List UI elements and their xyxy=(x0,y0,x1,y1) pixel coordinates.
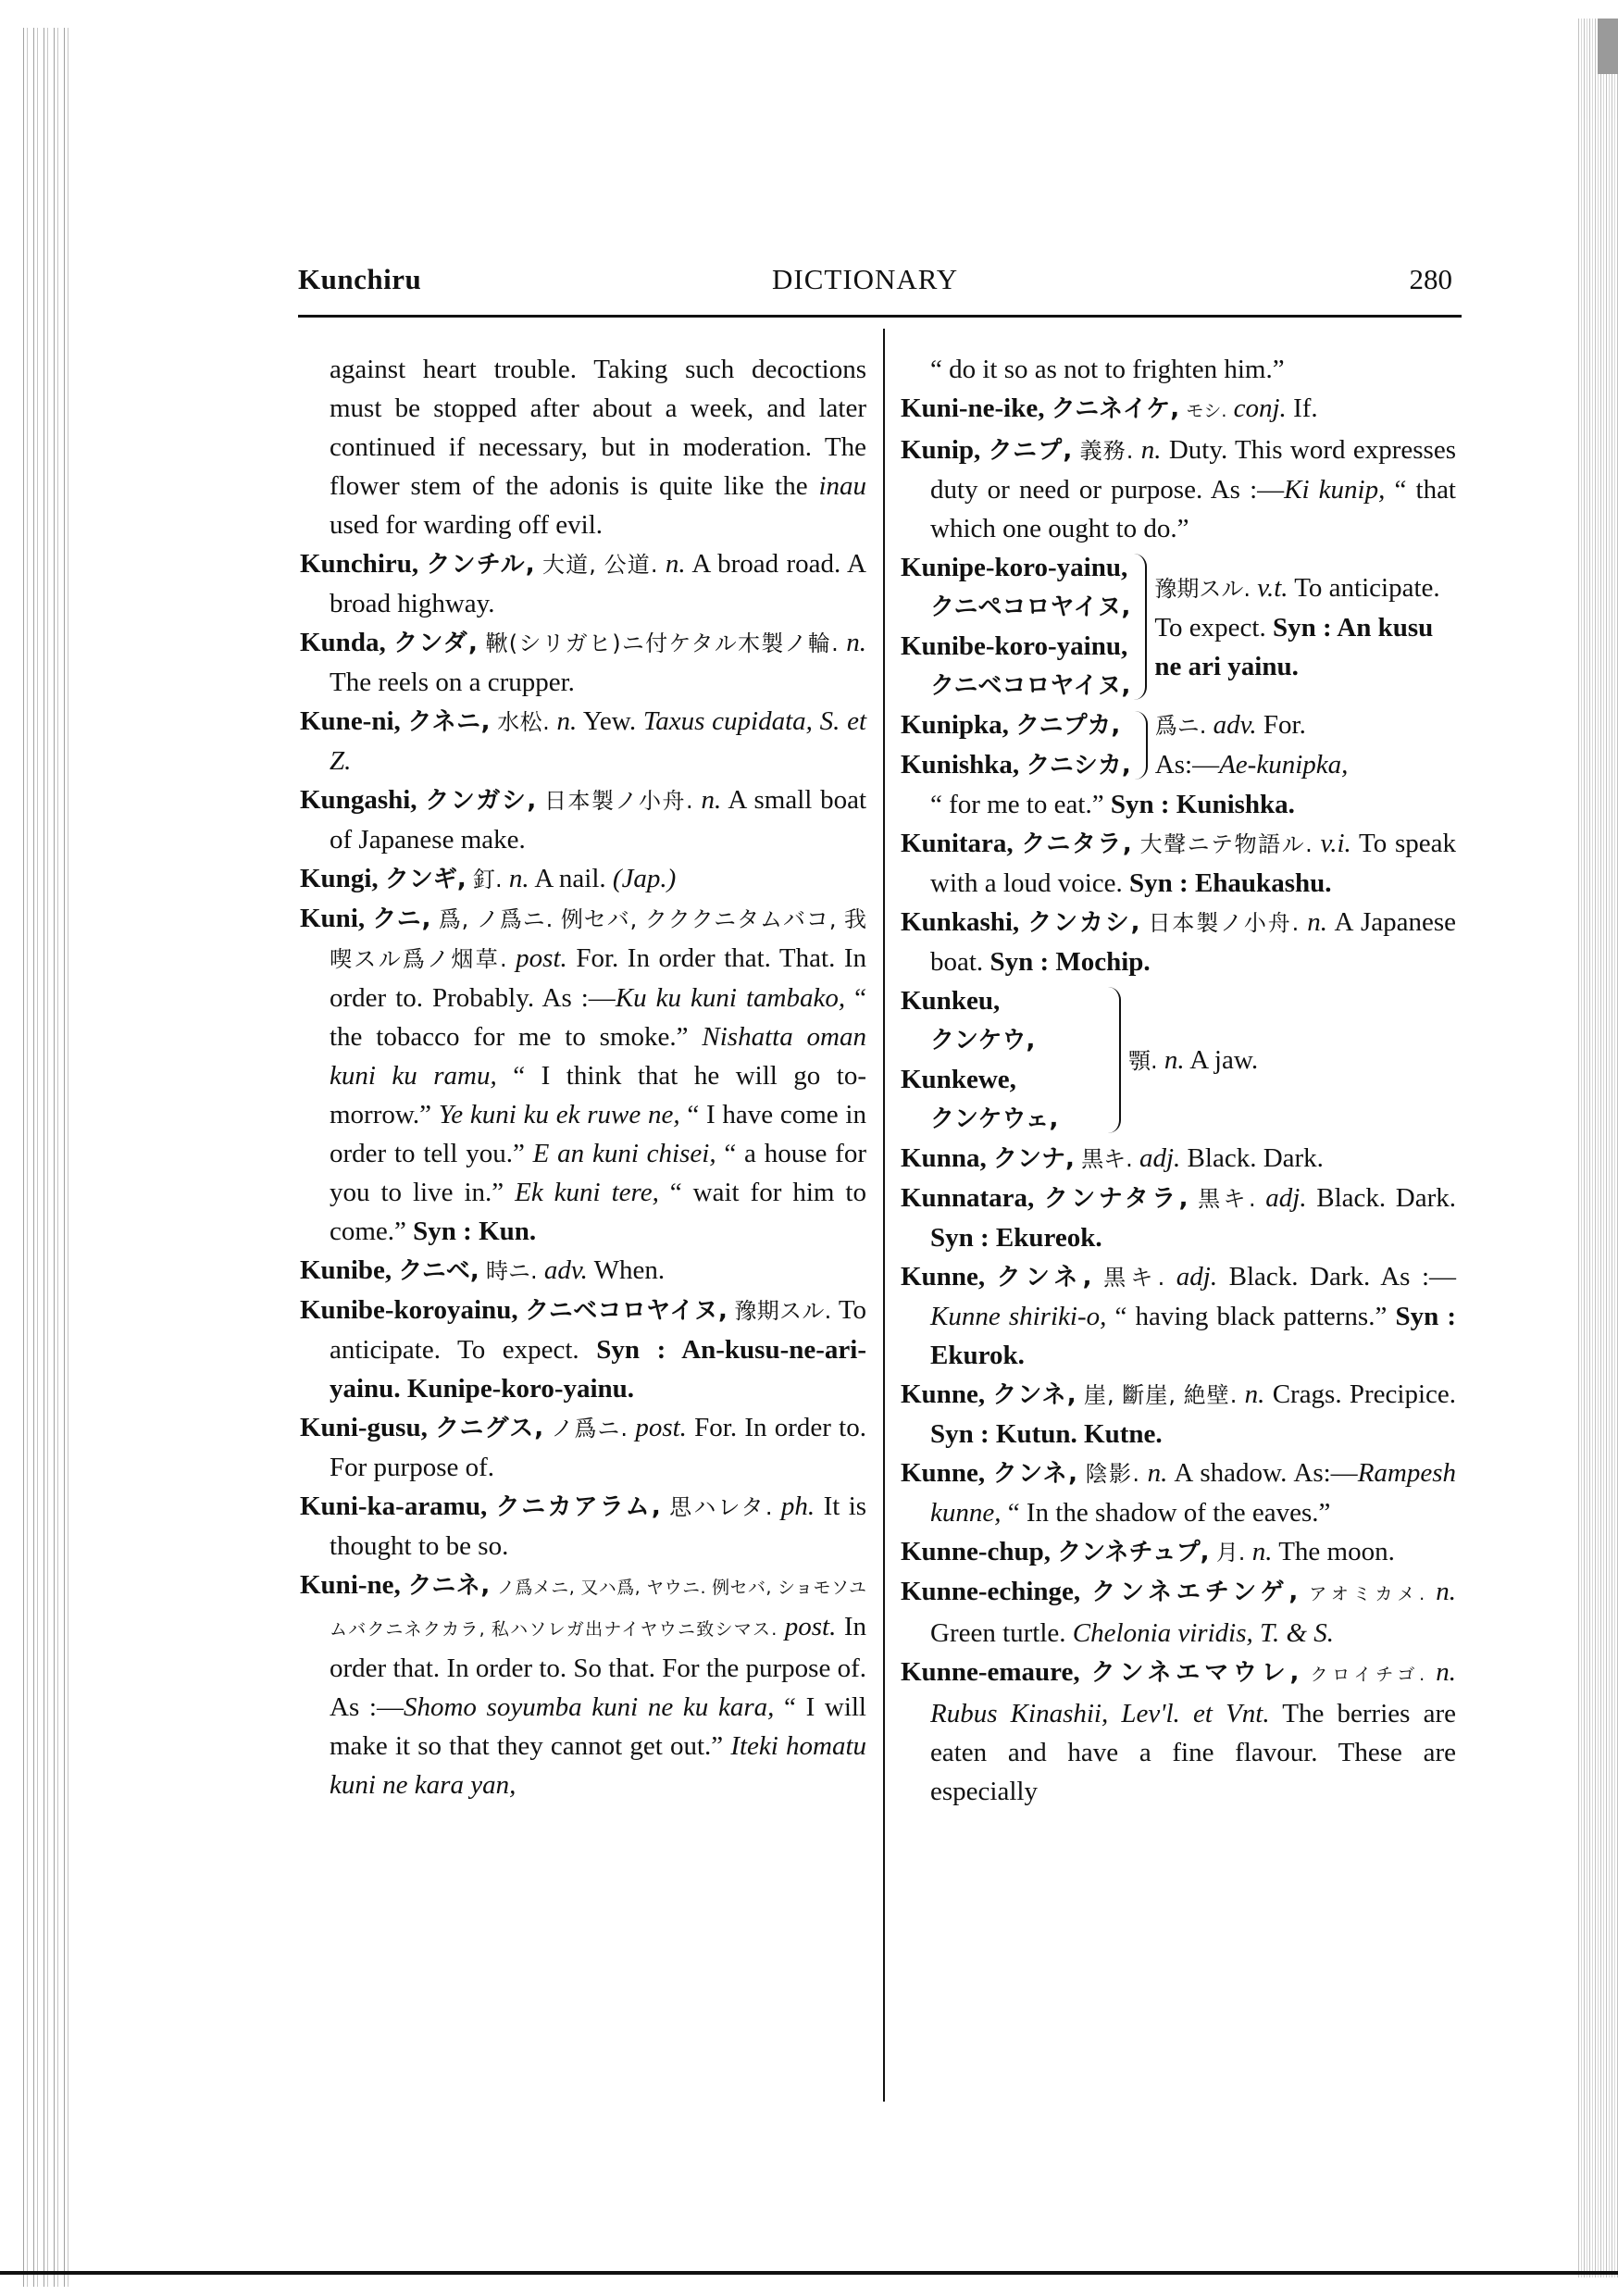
definition: The reels on a crupper. xyxy=(330,668,575,697)
japanese-gloss: 顎. xyxy=(1128,1047,1158,1074)
example-translation: “ In the shadow of the eaves.” xyxy=(1001,1498,1331,1528)
right-column xyxy=(901,350,1456,1811)
headword: Kunne, xyxy=(901,1379,986,1409)
definition: A broad road. A broad highway. xyxy=(330,549,866,618)
katakana: クニベコロヤイヌ, xyxy=(930,672,1131,700)
japanese-gloss: 豫期スル. xyxy=(734,1298,832,1324)
part-of-speech: adv. xyxy=(1213,710,1257,740)
katakana: クニタラ, xyxy=(1021,830,1132,858)
scientific-name: Taxus cupidata, S. et Z. xyxy=(330,706,867,776)
part-of-speech: n. xyxy=(1164,1044,1185,1075)
part-of-speech: post. xyxy=(784,1612,837,1641)
example-ainu: E an kuni chisei, xyxy=(532,1139,716,1168)
part-of-speech: adj. xyxy=(1139,1143,1181,1173)
katakana: クニグス, xyxy=(435,1415,544,1442)
katakana: クンダ, xyxy=(393,630,478,657)
definition: Black. Dark. xyxy=(1316,1183,1457,1213)
part-of-speech: adv. xyxy=(543,1255,588,1285)
example-translation: “ the tobacco for me to smoke.” xyxy=(330,983,867,1052)
headword: Kungi, xyxy=(300,864,379,893)
part-of-speech: n. xyxy=(1244,1379,1265,1409)
definition: If. xyxy=(1293,393,1318,423)
japanese-gloss: 月. xyxy=(1215,1540,1246,1566)
part-of-speech: conj. xyxy=(1233,393,1287,423)
continuation-paragraph: against heart trouble. Taking such decoctions must be stopped after about a week, and later continued if necessary, but in moderation. The flower stem of the adonis is quite like the inau used for warding off evil. xyxy=(330,355,866,540)
entry-kunchiru xyxy=(300,544,866,623)
japanese-gloss: 陰影. xyxy=(1085,1461,1139,1487)
definition: Crags. Precipice. xyxy=(1272,1379,1457,1409)
headword: Kunne, xyxy=(901,1458,986,1488)
example-ainu: Ye kuni ku ek ruwe ne, xyxy=(438,1100,680,1129)
headword: Kunkeu, xyxy=(901,986,1001,1016)
example-ainu: Ku ku kuni tambako, xyxy=(615,983,846,1013)
entry-kunne-emaure xyxy=(901,1653,1456,1811)
definition: Yew. xyxy=(582,706,637,736)
japanese-gloss: ノ爲メニ, 又ハ爲, ヤウニ. 例セバ, ショモソユムバクニネクカラ, 私ハソレガ出ナイヤウニ致シマス. xyxy=(330,1578,867,1640)
headword: Kuni, xyxy=(300,904,366,933)
part-of-speech: n. xyxy=(1436,1657,1457,1687)
headword: Kunishka, xyxy=(901,750,1020,780)
part-of-speech: adj. xyxy=(1176,1262,1218,1292)
entry-kuni xyxy=(300,899,866,1251)
entry-kuni-gusu xyxy=(300,1408,866,1487)
page-number: 280 xyxy=(1409,263,1452,295)
katakana: クンネ, xyxy=(992,1460,1077,1488)
synonym: Syn : Mochip. xyxy=(989,947,1151,977)
katakana: クニプカ, xyxy=(1015,712,1121,740)
example-ainu: Ki kunip, xyxy=(1284,475,1386,505)
example-translation: “ wait for him to come.” xyxy=(330,1178,866,1246)
entry-kunibe-koroyainu xyxy=(300,1291,866,1408)
headword: Kunchiru, xyxy=(300,549,419,579)
part-of-speech: adj. xyxy=(1265,1183,1307,1213)
japanese-gloss: 義務. xyxy=(1079,438,1134,464)
katakana: クンネチュプ, xyxy=(1057,1539,1210,1566)
page-binding-shadow-right xyxy=(1576,19,1618,2277)
definition: It is thought to be so. xyxy=(330,1491,867,1561)
japanese-gloss: ノ爲ニ. xyxy=(551,1416,629,1441)
definition: For. In order that. That. In order to. Probably. As :— xyxy=(330,943,867,1013)
katakana: クンネエチンゲ, xyxy=(1091,1578,1299,1606)
headword: Kunip, xyxy=(901,435,981,465)
example-translation: “ that which one ought to do.” xyxy=(930,475,1456,543)
part-of-speech: n. xyxy=(1140,435,1162,465)
definition: To anticipate. To expect. xyxy=(1154,572,1440,643)
example-translation: “ I have come in order to tell you.” xyxy=(330,1100,866,1168)
katakana: クンネエマウレ, xyxy=(1090,1659,1300,1687)
definition: Black. Dark. xyxy=(1187,1143,1324,1173)
page-binding-shadow-left xyxy=(20,28,71,2287)
definition: To speak with a loud voice. xyxy=(930,829,1457,898)
japanese-gloss: 日本製ノ小舟. xyxy=(544,788,693,814)
katakana: クニベ, xyxy=(398,1257,479,1285)
example-ainu: Kunne shiriki-o, xyxy=(930,1302,1107,1331)
japanese-gloss: 水松. xyxy=(497,709,550,735)
definition: A shadow. As:— xyxy=(1174,1458,1358,1488)
definition: For. xyxy=(1263,710,1306,740)
definition: When. xyxy=(593,1255,666,1285)
headword: Kunkashi, xyxy=(901,907,1020,937)
example-ainu: Nishatta oman kuni ku ramu, xyxy=(330,1022,866,1091)
entry-group-kunipe-koro-yainu xyxy=(901,548,1456,705)
entry-kuni-ne xyxy=(300,1566,866,1804)
entry-kunitara xyxy=(901,824,1456,903)
katakana: クンチル, xyxy=(426,551,535,579)
scientific-name: Rubus Kinashii, Lev'l. et Vnt. xyxy=(930,1699,1270,1728)
katakana: クニネ, xyxy=(407,1572,491,1600)
entry-kunne-shadow xyxy=(901,1454,1456,1532)
katakana: クネニ, xyxy=(407,708,491,736)
definition: For. In order to. For purpose of. xyxy=(330,1413,866,1482)
japanese-gloss: クロイチゴ. xyxy=(1310,1665,1425,1685)
headword: Kunnatara, xyxy=(901,1183,1035,1213)
synonym: Syn : Ekurok. xyxy=(930,1302,1456,1370)
headword: Kunitara, xyxy=(901,829,1014,858)
definition: The moon. xyxy=(1278,1537,1395,1566)
entry-kunne-crags xyxy=(901,1375,1456,1454)
running-title: DICTIONARY xyxy=(772,263,959,295)
scientific-name: Chelonia viridis, T. & S. xyxy=(1072,1618,1335,1648)
synonym: Syn : An-kusu-ne-ari-yainu. Kunipe-koro-yainu. xyxy=(330,1335,866,1404)
entry-kuni-ka-aramu xyxy=(300,1487,866,1566)
part-of-speech: n. xyxy=(556,706,578,736)
synonym: Syn : Kunishka. xyxy=(1110,790,1295,819)
entry-kunip xyxy=(901,430,1456,548)
entry-kungashi xyxy=(300,780,866,859)
katakana: クニプ, xyxy=(988,437,1073,465)
part-of-speech: n. xyxy=(1251,1537,1273,1566)
part-of-speech: n. xyxy=(1147,1458,1168,1488)
part-of-speech: n. xyxy=(508,864,529,893)
katakana: クンケウ, xyxy=(930,1027,1036,1054)
example-ainu: Iteki homatu kuni ne kara yan, xyxy=(330,1731,867,1800)
synonym: Syn : Kutun. Kutne. xyxy=(930,1419,1163,1449)
japanese-gloss: 日本製ノ小舟. xyxy=(1148,910,1300,936)
headword: Kunna, xyxy=(901,1143,987,1173)
headword: Kunibe-koro-yainu, xyxy=(901,631,1128,661)
headword: Kunne-chup, xyxy=(901,1537,1051,1566)
part-of-speech: post. xyxy=(635,1413,687,1442)
continuation-paragraph: “ do it so as not to frighten him.” xyxy=(930,355,1285,384)
headword: Kuni-ne-ike, xyxy=(901,393,1045,423)
definition: A Japanese boat. xyxy=(930,907,1457,977)
headword: Kunne-emaure, xyxy=(901,1657,1080,1687)
japanese-gloss: アオミカメ. xyxy=(1309,1584,1425,1604)
headword: Kunibe, xyxy=(300,1255,392,1285)
entry-kunne-echinge xyxy=(901,1572,1456,1653)
katakana: クニネイケ, xyxy=(1051,395,1180,423)
headword: Kuni-ka-aramu, xyxy=(300,1491,488,1521)
column-divider xyxy=(883,329,885,2102)
definition: The berries are eaten and have a fine flavour. These are especially xyxy=(930,1699,1456,1806)
entry-group-kunipka: Kunipka, クニプカ, Kunishka, クニシカ, 爲ニ. adv. For. As:—Ae-kunipka, “ for me to eat.” Syn : Kunishka. xyxy=(901,710,1349,819)
grouping-brace xyxy=(1132,554,1147,700)
example-ainu: Ek kuni tere, xyxy=(515,1178,659,1207)
entry-kunkashi xyxy=(901,903,1456,981)
definition: To anticipate. To expect. xyxy=(330,1295,867,1365)
example-ainu: Rampesh kunne, xyxy=(930,1458,1457,1528)
japanese-gloss: 思ハレタ. xyxy=(669,1494,773,1520)
example-ainu: Shomo soyumba kuni ne ku kara, xyxy=(403,1692,775,1722)
headword: Kuni-ne, xyxy=(300,1570,401,1600)
part-of-speech: n. xyxy=(1436,1577,1457,1606)
entry-kunnatara xyxy=(901,1179,1456,1257)
katakana: クンガシ, xyxy=(425,787,537,815)
entry-kunna xyxy=(901,1139,1456,1179)
japanese-gloss: 釘. xyxy=(473,867,503,892)
headword: Kunkewe, xyxy=(901,1065,1016,1094)
example-translation: “ I will make it so that they cannot get out.” xyxy=(330,1692,866,1761)
definition: A small boat of Japanese make. xyxy=(330,785,866,855)
example-translation: “ having black patterns.” xyxy=(1106,1302,1396,1331)
part-of-speech: n. xyxy=(665,549,686,579)
headword: Kungashi, xyxy=(300,785,417,815)
katakana: クニカアラム, xyxy=(495,1493,661,1521)
japanese-gloss: 黒キ. xyxy=(1198,1186,1256,1212)
headword: Kune-ni, xyxy=(300,706,401,736)
japanese-gloss: 黒キ. xyxy=(1103,1265,1165,1291)
headword: Kunne, xyxy=(901,1262,986,1292)
japanese-gloss: 大道, 公道. xyxy=(541,552,658,578)
entry-kunibe xyxy=(300,1251,866,1291)
japanese-gloss: 鞦(シリガヒ)ニ付ケタル木製ノ輪. xyxy=(485,630,839,656)
katakana: クンケウェ, xyxy=(930,1105,1059,1133)
katakana: クニペコロヤイヌ, xyxy=(930,593,1131,621)
katakana: クニ, xyxy=(372,905,431,933)
entry-group-kunkeu xyxy=(901,981,1456,1139)
entry-kunne-black xyxy=(901,1257,1456,1375)
grouping-brace xyxy=(1106,987,1121,1133)
entry-kungi xyxy=(300,859,866,899)
grouping-brace xyxy=(1133,711,1148,780)
example-translation: “ a house for you to live in.” xyxy=(330,1139,866,1207)
definition: Duty. This word expresses duty or need or purpose. As :— xyxy=(930,435,1457,505)
headword: Kunne-echinge, xyxy=(901,1577,1081,1606)
source-note: (Jap.) xyxy=(612,864,677,893)
definition: A jaw. xyxy=(1189,1044,1259,1075)
katakana: クンネ, xyxy=(996,1264,1092,1292)
header-rule xyxy=(298,315,1462,318)
katakana: クンナタラ, xyxy=(1043,1185,1189,1213)
japanese-gloss: 大聲ニテ物語ル. xyxy=(1139,831,1313,857)
synonym: Syn : Ehaukashu. xyxy=(1129,868,1332,898)
entry-kuni-ne-ike xyxy=(901,389,1456,430)
part-of-speech: ph. xyxy=(780,1491,815,1521)
part-of-speech: post. xyxy=(516,943,567,973)
part-of-speech: n. xyxy=(701,785,722,815)
example-translation: “ I think that he will go to-morrow.” xyxy=(330,1061,866,1129)
synonym: Syn : An kusu ne ari yainu. xyxy=(1154,612,1434,681)
definition: In order that. In order to. So that. For the purpose of. As :— xyxy=(330,1612,867,1722)
katakana: クニシカ, xyxy=(1026,752,1131,780)
entry-kune-ni xyxy=(300,702,866,780)
japanese-gloss: 崖, 斷崖, 絶壁. xyxy=(1083,1382,1238,1408)
definition: Black. Dark. As :— xyxy=(1228,1262,1456,1292)
part-of-speech: v.i. xyxy=(1320,829,1351,858)
entry-kunda xyxy=(300,623,866,702)
katakana: クンネ, xyxy=(992,1381,1077,1409)
headword: Kunibe-koroyainu, xyxy=(300,1295,518,1325)
japanese-gloss: モシ. xyxy=(1186,401,1227,421)
page-header xyxy=(298,263,1462,300)
synonym: Syn : Ekureok. xyxy=(930,1223,1102,1253)
japanese-gloss: 爲, ノ爲ニ. 例セバ, クククニタムバコ, 我喫スル爲ノ烟草. xyxy=(330,906,867,972)
example-translation: “ for me to eat.” xyxy=(930,790,1111,819)
guide-word: Kunchiru xyxy=(298,263,422,295)
japanese-gloss: 黒キ. xyxy=(1081,1146,1133,1172)
japanese-gloss: 豫期スル. xyxy=(1154,575,1251,602)
katakana: クニベコロヤイヌ, xyxy=(525,1297,728,1325)
part-of-speech: v.t. xyxy=(1257,572,1288,603)
synonym: Syn : Kun. xyxy=(413,1217,537,1246)
entry-kunne-chup xyxy=(901,1532,1456,1572)
katakana: クンカシ, xyxy=(1027,909,1140,937)
page-bottom-edge xyxy=(0,2271,1618,2275)
example-ainu: Ae-kunipka, xyxy=(1219,750,1349,780)
katakana: クンナ, xyxy=(992,1145,1075,1173)
definition: A nail. xyxy=(534,864,606,893)
headword: Kunipka, xyxy=(901,710,1009,740)
headword: Kunda, xyxy=(300,628,386,657)
part-of-speech: n. xyxy=(1307,907,1328,937)
headword: Kunipe-koro-yainu, xyxy=(901,553,1128,582)
part-of-speech: n. xyxy=(846,628,867,657)
headword: Kuni-gusu, xyxy=(300,1413,428,1442)
japanese-gloss: 爲ニ. xyxy=(1154,713,1207,739)
katakana: クンギ, xyxy=(384,866,467,893)
left-column xyxy=(300,350,866,1804)
definition: Green turtle. xyxy=(930,1618,1066,1648)
japanese-gloss: 時ニ. xyxy=(485,1258,538,1284)
